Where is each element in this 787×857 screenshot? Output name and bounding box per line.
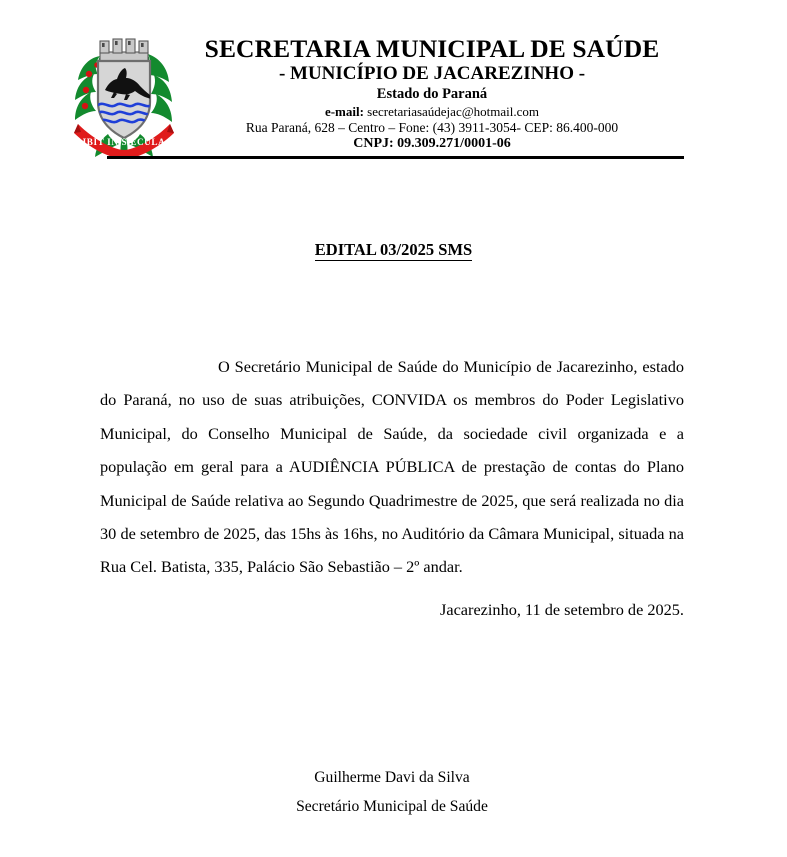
letterhead-text	[178, 36, 686, 151]
signatory-role: Secretário Municipal de Saúde	[296, 797, 488, 815]
page-title	[0, 240, 787, 260]
header-divider	[107, 156, 684, 159]
signatory-name: Guilherme Davi da Silva	[314, 769, 470, 786]
organization-title: SECRETARIA MUNICIPAL DE SAÚDE	[204, 34, 660, 63]
svg-text:IBIT IN SÆCULA: IBIT IN SÆCULA	[82, 137, 166, 147]
letterhead	[0, 22, 787, 162]
body-paragraph: O Secretário Municipal de Saúde do Município de Jacarezinho, estado do Paraná, no uso de suas atribuições, CONVIDA os membros do Poder Legislativo Municipal, do Conselho Municipal de Saúde, da sociedade civil organizada e a população em geral para a AUDIÊNCIA PÚBLICA de prestação de contas do Plano Municipal de Saúde relativa ao Segundo Quadrimestre de 2025, que será realizada no dia 30 de setembro de 2025, das 15hs às 16hs, no Auditório da Câmara Municipal, situada na Rua Cel. Batista, 335, Palácio São Sebastião – 2º andar.	[100, 357, 684, 577]
place-and-date: Jacarezinho, 11 de setembro de 2025.	[440, 600, 684, 619]
cnpj-line: CNPJ: 09.309.271/0001-06	[353, 135, 511, 151]
email-line	[178, 105, 686, 119]
email-value: secretariasaúdejac@hotmail.com	[367, 104, 540, 120]
signature-block	[100, 764, 684, 822]
state-line: Estado do Paraná	[376, 86, 488, 103]
coat-of-arms-icon	[64, 28, 184, 160]
email-label: e-mail:	[324, 104, 364, 120]
address-line: Rua Paraná, 628 – Centro – Fone: (43) 3911-3054- CEP: 86.400-000	[245, 119, 619, 135]
page-title-text: EDITAL 03/2025 SMS	[314, 240, 473, 259]
organization-subtitle: - MUNICÍPIO DE JACAREZINHO -	[278, 62, 586, 84]
